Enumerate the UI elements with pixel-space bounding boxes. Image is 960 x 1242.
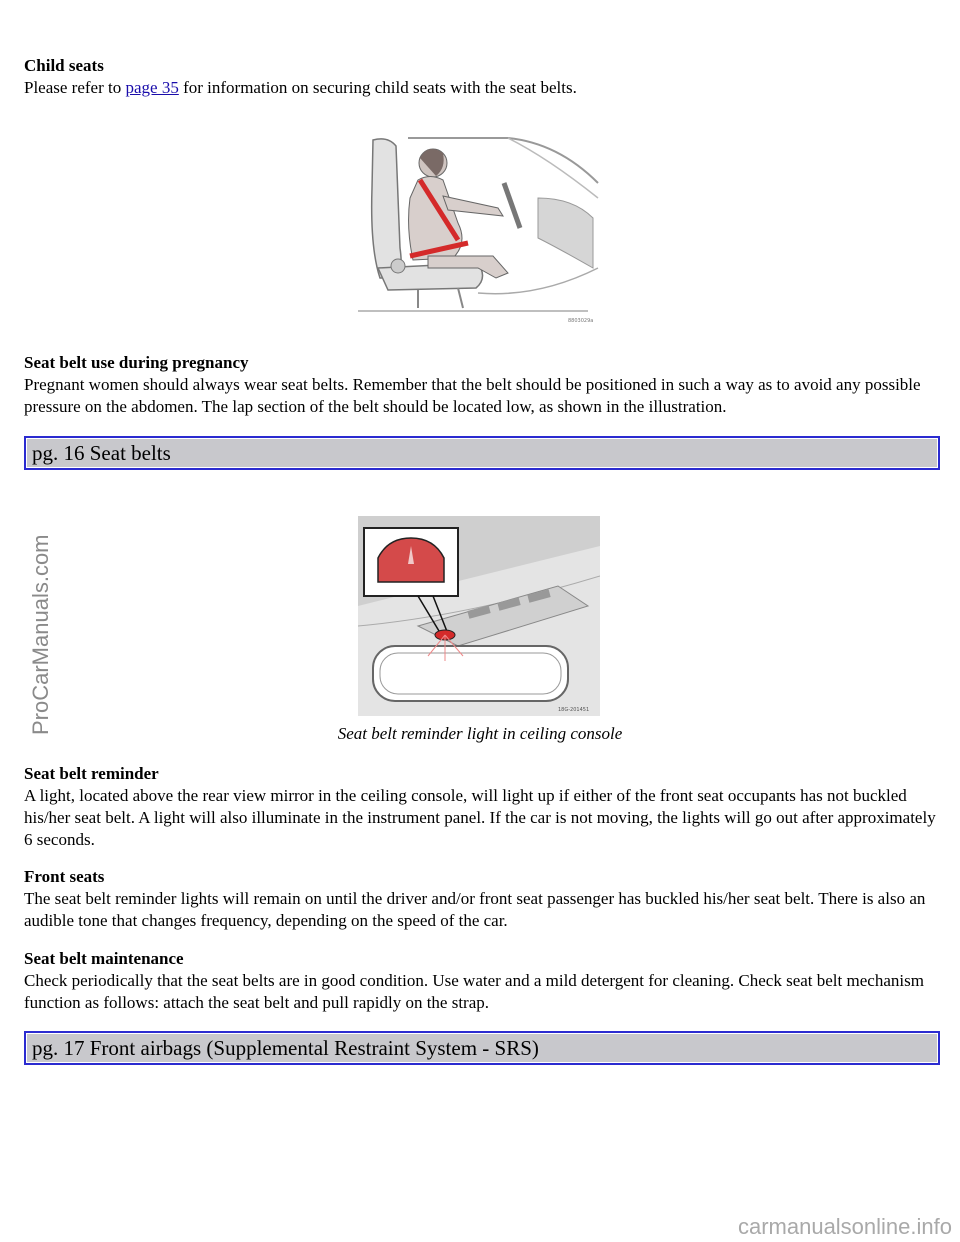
pregnancy-section — [24, 352, 936, 418]
front-seats-section — [24, 866, 936, 932]
front-seats-heading: Front seats — [24, 867, 105, 886]
console-caption: Seat belt reminder light in ceiling console — [337, 724, 623, 743]
reminder-section — [24, 763, 936, 851]
front-seats-text: The seat belt reminder lights will remain on until the driver and/or front seat passenger has buckled his/her seat belt. There is also an audible tone that changes frequency, depending on the speed of the car. — [24, 889, 926, 930]
console-image-code: 18G-201451 — [558, 707, 590, 713]
pregnancy-seatbelt-illustration — [358, 128, 602, 328]
child-seats-text — [24, 77, 936, 99]
child-seats-section — [24, 55, 936, 99]
ceiling-console-illustration — [358, 516, 600, 716]
pregnancy-text: Pregnant women should always wear seat belts. Remember that the belt should be positioned in such a way as to avoid any possible pressure on the abdomen. The lap section of the belt should be located low, as shown in the illustration. — [24, 375, 921, 416]
carmanualsonline-watermark: carmanualsonline.info — [737, 1214, 952, 1239]
child-seats-text-after: for information on securing child seats with the seat belts. — [178, 78, 577, 97]
child-seats-heading: Child seats — [24, 56, 104, 75]
reminder-text: A light, located above the rear view mirror in the ceiling console, will light up if either of the front seat occupants has not buckled his/her seat belt. A light will also illuminate in the instrument panel. If the car is not moving, the lights will go out after approximately 6 seconds. — [24, 786, 936, 849]
procarmanuals-watermark: ProCarManuals.com — [28, 534, 53, 735]
page-16-banner: pg. 16 Seat belts — [24, 436, 940, 470]
page-35-link[interactable]: page 35 — [125, 78, 179, 97]
page-17-banner: pg. 17 Front airbags (Supplemental Restraint System - SRS) — [24, 1031, 940, 1065]
maintenance-text: Check periodically that the seat belts are in good condition. Use water and a mild detergent for cleaning. Check seat belt mechanism function as follows: attach the seat belt and pull rapidly on the strap. — [24, 971, 924, 1012]
pregnancy-heading: Seat belt use during pregnancy — [24, 353, 249, 372]
maintenance-section — [24, 948, 936, 1014]
child-seats-text-before: Please refer to — [24, 78, 126, 97]
maintenance-heading: Seat belt maintenance — [24, 949, 184, 968]
reminder-heading: Seat belt reminder — [24, 764, 159, 783]
pregnancy-image-code: 8803029a — [568, 318, 594, 324]
